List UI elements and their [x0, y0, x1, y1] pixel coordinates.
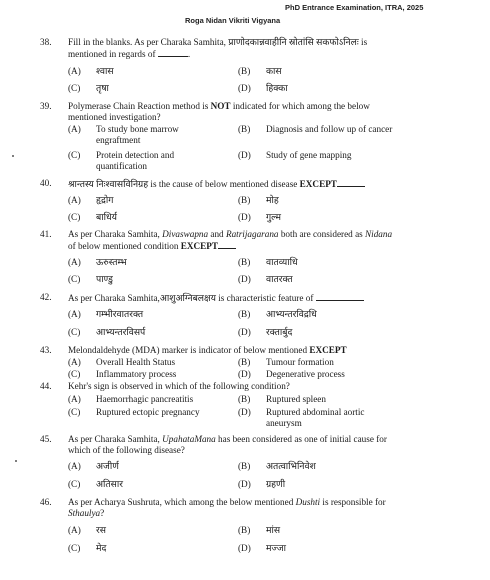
question-number: 41. [40, 229, 52, 239]
option-41-a[interactable]: (A) ऊरुस्तम्भ [68, 257, 127, 267]
question-text: As per Charaka Samhita, Divaswapna and Ratrijagarana both are considered as Nidana of below mentioned condition EXCEPT [68, 229, 393, 251]
question-text: श्रान्तस्य निःश्वासविनिग्रह is the cause of below mentioned disease EXCEPT [68, 178, 428, 190]
question-text: As per Acharya Sushruta, which among the below mentioned Dushti is responsible for Sthaulya? [68, 497, 386, 518]
question-text: Fill in the blanks. As per Charaka Samhita, प्राणोदकान्नवाहीनि स्रोतांसि सकफोऽनिलः is mentioned in regards of . [68, 37, 368, 59]
question-text: As per Charaka Samhita, UpahataMana has been considered as one of initial cause for which of the following disease? [68, 434, 387, 455]
option-41-c[interactable]: (C) पाण्डु [68, 274, 113, 284]
option-43-d[interactable]: (D) Degenerative process [238, 369, 345, 379]
option-42-b[interactable]: (B) आभ्यन्तरविद्रधि [238, 309, 317, 319]
option-43-b[interactable]: (B) Tumour formation [238, 357, 334, 367]
option-45-c[interactable]: (C) अतिसार [68, 479, 123, 489]
option-41-b[interactable]: (B) वातव्याधि [238, 257, 298, 267]
option-40-a[interactable]: (A) हृद्रोग [68, 195, 114, 205]
question-text: Kehr's sign is observed in which of the following condition? [68, 381, 290, 391]
option-42-a[interactable]: (A) गम्भीरवातरक्त [68, 309, 144, 319]
scan-speck [12, 155, 14, 157]
option-44-d[interactable]: (D) Ruptured abdominal aortic aneurysm [238, 407, 365, 428]
subject-title: Roga Nidan Vikriti Vigyana [185, 16, 281, 25]
question-text: Melondaldehyde (MDA) marker is indicator of below mentioned EXCEPT [68, 345, 347, 355]
option-38-a[interactable]: (A) श्वास [68, 66, 114, 76]
option-46-c[interactable]: (C) मेद [68, 543, 107, 553]
option-38-d[interactable]: (D) हिक्का [238, 83, 288, 93]
option-45-a[interactable]: (A) अजीर्ण [68, 461, 119, 471]
question-number: 39. [40, 101, 52, 111]
option-39-d[interactable]: (D) Study of gene mapping [238, 150, 352, 160]
option-40-b[interactable]: (B) मोह [238, 195, 279, 205]
option-39-b[interactable]: (B) Diagnosis and follow up of cancer [238, 124, 393, 134]
question-number: 46. [40, 497, 52, 507]
option-44-a[interactable]: (A) Haemorrhagic pancreatitis [68, 394, 194, 404]
question-text: Polymerase Chain Reaction method is NOT indicated for which among the below mentioned investigation? [68, 101, 370, 122]
question-number: 43. [40, 345, 52, 355]
option-44-b[interactable]: (B) Ruptured spleen [238, 394, 326, 404]
option-40-d[interactable]: (D) गुल्म [238, 212, 281, 222]
option-46-d[interactable]: (D) मज्जा [238, 543, 286, 553]
question-number: 38. [40, 37, 52, 47]
option-43-c[interactable]: (C) Inflammatory process [68, 369, 177, 379]
exam-title: PhD Entrance Examination, ITRA, 2025 [285, 3, 424, 12]
question-number: 42. [40, 292, 52, 302]
option-38-c[interactable]: (C) तृषा [68, 83, 109, 93]
question-number: 44. [40, 381, 52, 391]
option-43-a[interactable]: (A) Overall Health Status [68, 357, 176, 367]
option-46-b[interactable]: (B) मांस [238, 525, 281, 535]
option-46-a[interactable]: (A) रस [68, 525, 106, 535]
option-38-b[interactable]: (B) कास [238, 66, 282, 76]
question-text: As per Charaka Samhita,आशुअग्निबलक्षय is characteristic feature of [68, 292, 428, 304]
option-45-b[interactable]: (B) अतत्वाभिनिवेश [238, 461, 316, 471]
option-39-c[interactable]: (C) Protein detection and quantification [68, 150, 175, 171]
option-45-d[interactable]: (D) ग्रहणी [238, 479, 286, 489]
scan-speck [15, 460, 17, 462]
question-number: 45. [40, 434, 52, 444]
option-39-a[interactable]: (A) To study bone marrow engraftment [68, 124, 179, 145]
option-44-c[interactable]: (C) Ruptured ectopic pregnancy [68, 407, 200, 417]
option-42-d[interactable]: (D) रक्तार्बुद [238, 327, 293, 337]
option-41-d[interactable]: (D) वातरक्त [238, 274, 293, 284]
option-42-c[interactable]: (C) आभ्यन्तरविसर्प [68, 327, 146, 337]
option-40-c[interactable]: (C) बाधिर्य [68, 212, 117, 222]
question-number: 40. [40, 178, 52, 188]
